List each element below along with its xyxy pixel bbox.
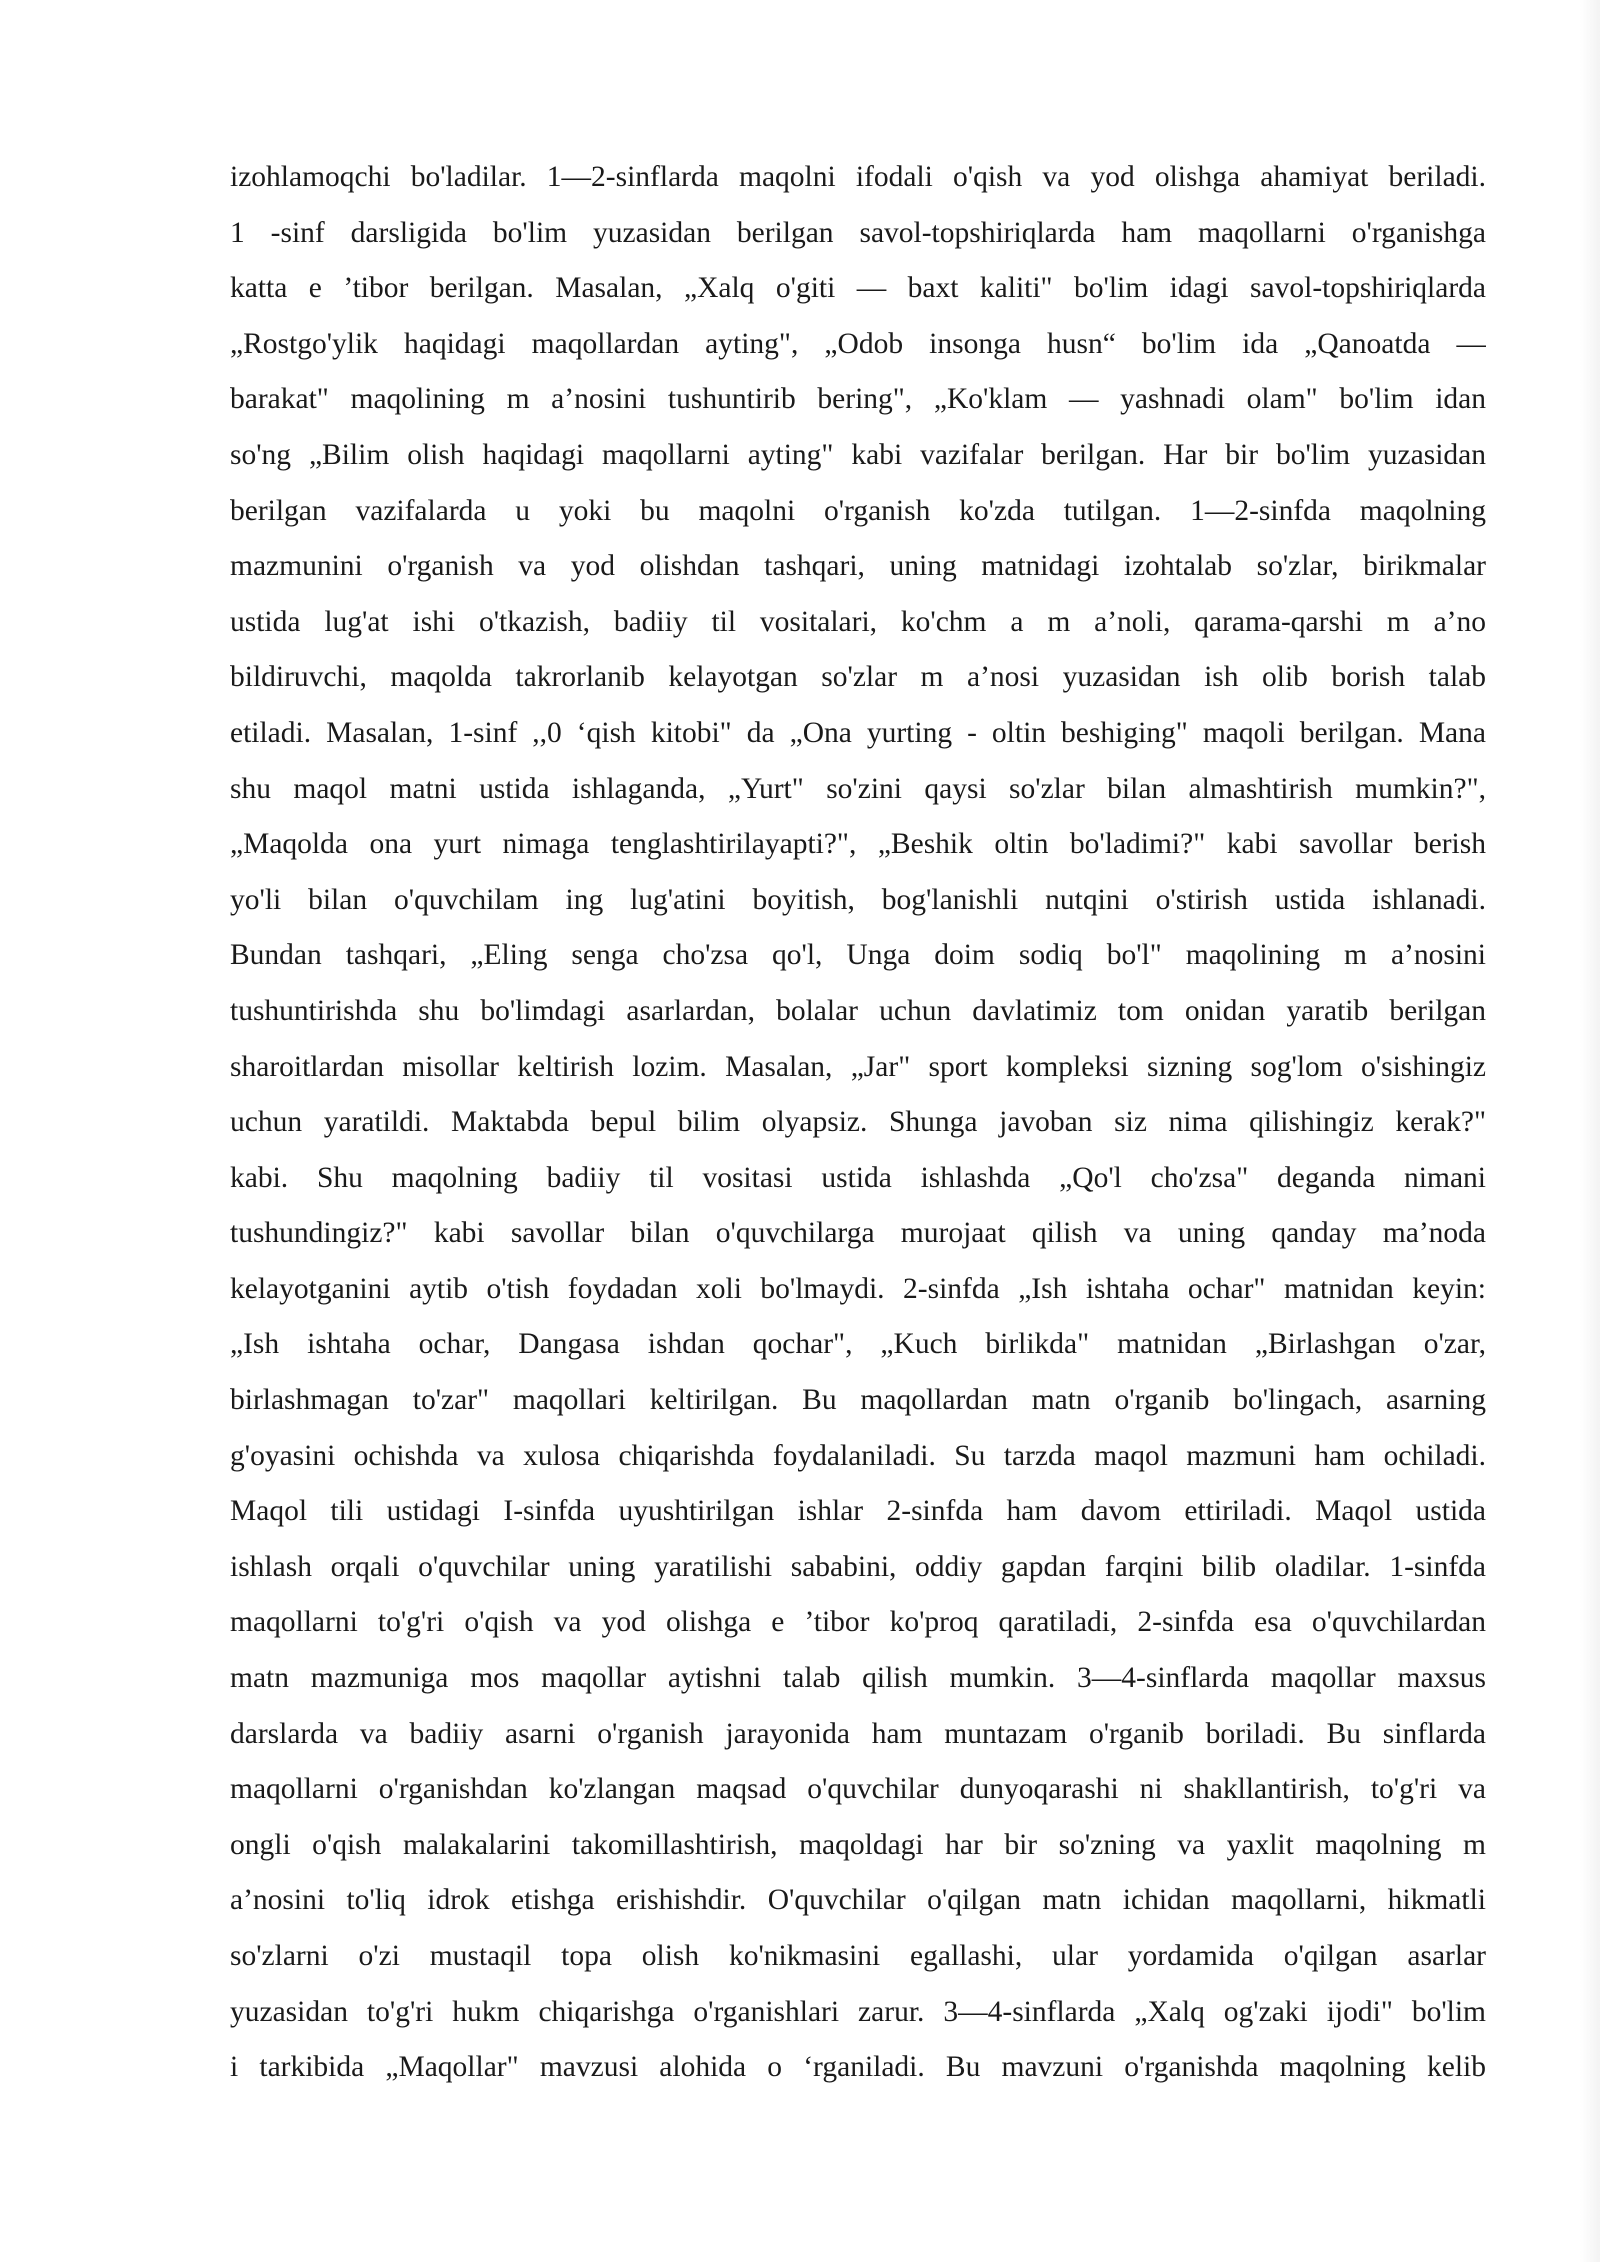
text-line: „Maqolda ona yurt nimaga tenglashtirilayapti?", „Beshik oltin bo'ladimi?" kabi savollar berish: [230, 828, 1486, 861]
page-edge-shade: [1580, 0, 1600, 2262]
text-line: maqollarni o'rganishdan ko'zlangan maqsad o'quvchilar dunyoqarashi ni shakllantirish, to'g'ri va: [230, 1773, 1486, 1806]
text-line: shu maqol matni ustida ishlaganda, „Yurt" so'zini qaysi so'zlar bilan almashtirish mumkin?",: [230, 772, 1486, 805]
text-line: kabi. Shu maqolning badiiy til vositasi ustida ishlashda „Qo'l cho'zsa" deganda nimani: [230, 1161, 1486, 1194]
text-line: matn mazmuniga mos maqollar aytishni talab qilish mumkin. 3—4-sinflarda maqollar maxsus: [230, 1662, 1486, 1695]
text-line: tushuntirishda shu bo'limdagi asarlardan, bolalar uchun davlatimiz tom onidan yaratib berilgan: [230, 994, 1486, 1027]
text-line: sharoitlardan misollar keltirish lozim. Masalan, „Jar" sport kompleksi sizning sog'lom o'sishingiz: [230, 1050, 1486, 1083]
text-line: „Rostgo'ylik haqidagi maqollardan ayting", „Odob insonga husn“ bo'lim ida „Qanoatda —: [230, 327, 1486, 360]
text-line: maqollarni to'g'ri o'qish va yod olishga e ’tibor ko'proq qaratiladi, 2-sinfda esa o'quvchilardan: [230, 1606, 1486, 1639]
text-line: i tarkibida „Maqollar" mavzusi alohida o ‘rganiladi. Bu mavzuni o'rganishda maqolning kelib: [230, 2051, 1486, 2084]
text-line: kelayotganini aytib o'tish foydadan xoli bo'lmaydi. 2-sinfda „Ish ishtaha ochar" matnidan keyin:: [230, 1272, 1486, 1305]
text-line: so'ng „Bilim olish haqidagi maqollarni ayting" kabi vazifalar berilgan. Har bir bo'lim yuzasidan: [230, 438, 1486, 471]
text-line: katta e ’tibor berilgan. Masalan, „Xalq o'giti — baxt kaliti" bo'lim idagi savol-topshiriqlarda: [230, 272, 1486, 305]
text-line: darslarda va badiiy asarni o'rganish jarayonida ham muntazam o'rganib boriladi. Bu sinflarda: [230, 1717, 1486, 1750]
text-line: mazmunini o'rganish va yod olishdan tashqari, uning matnidagi izohtalab so'zlar, birikmalar: [230, 550, 1486, 583]
text-line: izohlamoqchi bo'ladilar. 1—2-sinflarda maqolni ifodali o'qish va yod olishga ahamiyat beriladi.: [230, 161, 1486, 193]
text-line: Bundan tashqari, „Eling senga cho'zsa qo'l, Unga doim sodiq bo'l" maqolining m a’nosini: [230, 939, 1486, 972]
text-line: berilgan vazifalarda u yoki bu maqolni o'rganish ko'zda tutilgan. 1—2-sinfda maqolning: [230, 494, 1486, 527]
text-line: tushundingiz?" kabi savollar bilan o'quvchilarga murojaat qilish va uning qanday ma’noda: [230, 1217, 1486, 1250]
text-line: g'oyasini ochishda va xulosa chiqarishda foydalaniladi. Su tarzda maqol mazmuni ham ochiladi.: [230, 1439, 1486, 1472]
text-line: 1 -sinf darsligida bo'lim yuzasidan berilgan savol-topshiriqlarda ham maqollarni o'rganishga: [230, 216, 1486, 249]
text-line: bildiruvchi, maqolda takrorlanib kelayotgan so'zlar m a’nosi yuzasidan ish olib borish talab: [230, 661, 1486, 694]
text-line: uchun yaratildi. Maktabda bepul bilim olyapsiz. Shunga javoban siz nima qilishingiz kerak?": [230, 1106, 1486, 1139]
text-line: ustida lug'at ishi o'tkazish, badiiy til vositalari, ko'chm a m a’noli, qarama-qarshi m a’no: [230, 605, 1486, 638]
text-line: ishlash orqali o'quvchilar uning yaratilishi sababini, oddiy gapdan farqini bilib oladilar. 1-sinfda: [230, 1550, 1486, 1583]
text-line: yuzasidan to'g'ri hukm chiqarishga o'rganishlari zarur. 3—4-sinflarda „Xalq og'zaki ijodi" bo'lim: [230, 1995, 1486, 2028]
text-line: barakat" maqolining m a’nosini tushuntirib bering", „Ko'klam — yashnadi olam" bo'lim idan: [230, 383, 1486, 416]
text-line: ongli o'qish malakalarini takomillashtirish, maqoldagi har bir so'zning va yaxlit maqolning m: [230, 1828, 1486, 1861]
text-line: birlashmagan to'zar" maqollari keltirilgan. Bu maqollardan matn o'rganib bo'lingach, asarning: [230, 1384, 1486, 1417]
text-line: a’nosini to'liq idrok etishga erishishdir. O'quvchilar o'qilgan matn ichidan maqollarni, hikmatli: [230, 1884, 1486, 1917]
text-line: Maqol tili ustidagi I-sinfda uyushtirilgan ishlar 2-sinfda ham davom ettiriladi. Maqol ustida: [230, 1495, 1486, 1528]
text-line: etiladi. Masalan, 1-sinf ,,0 ‘qish kitobi" da „Ona yurting - oltin beshiging" maqoli berilgan. Mana: [230, 716, 1486, 749]
body-text: [230, 150, 1486, 2096]
text-line: yo'li bilan o'quvchilam ing lug'atini boyitish, bog'lanishli nutqini o'stirish ustida ishlanadi.: [230, 883, 1486, 916]
text-line: „Ish ishtaha ochar, Dangasa ishdan qochar", „Kuch birlikda" matnidan „Birlashgan o'zar,: [230, 1328, 1486, 1361]
text-line: so'zlarni o'zi mustaqil topa olish ko'nikmasini egallashi, ular yordamida o'qilgan asarlar: [230, 1940, 1486, 1972]
